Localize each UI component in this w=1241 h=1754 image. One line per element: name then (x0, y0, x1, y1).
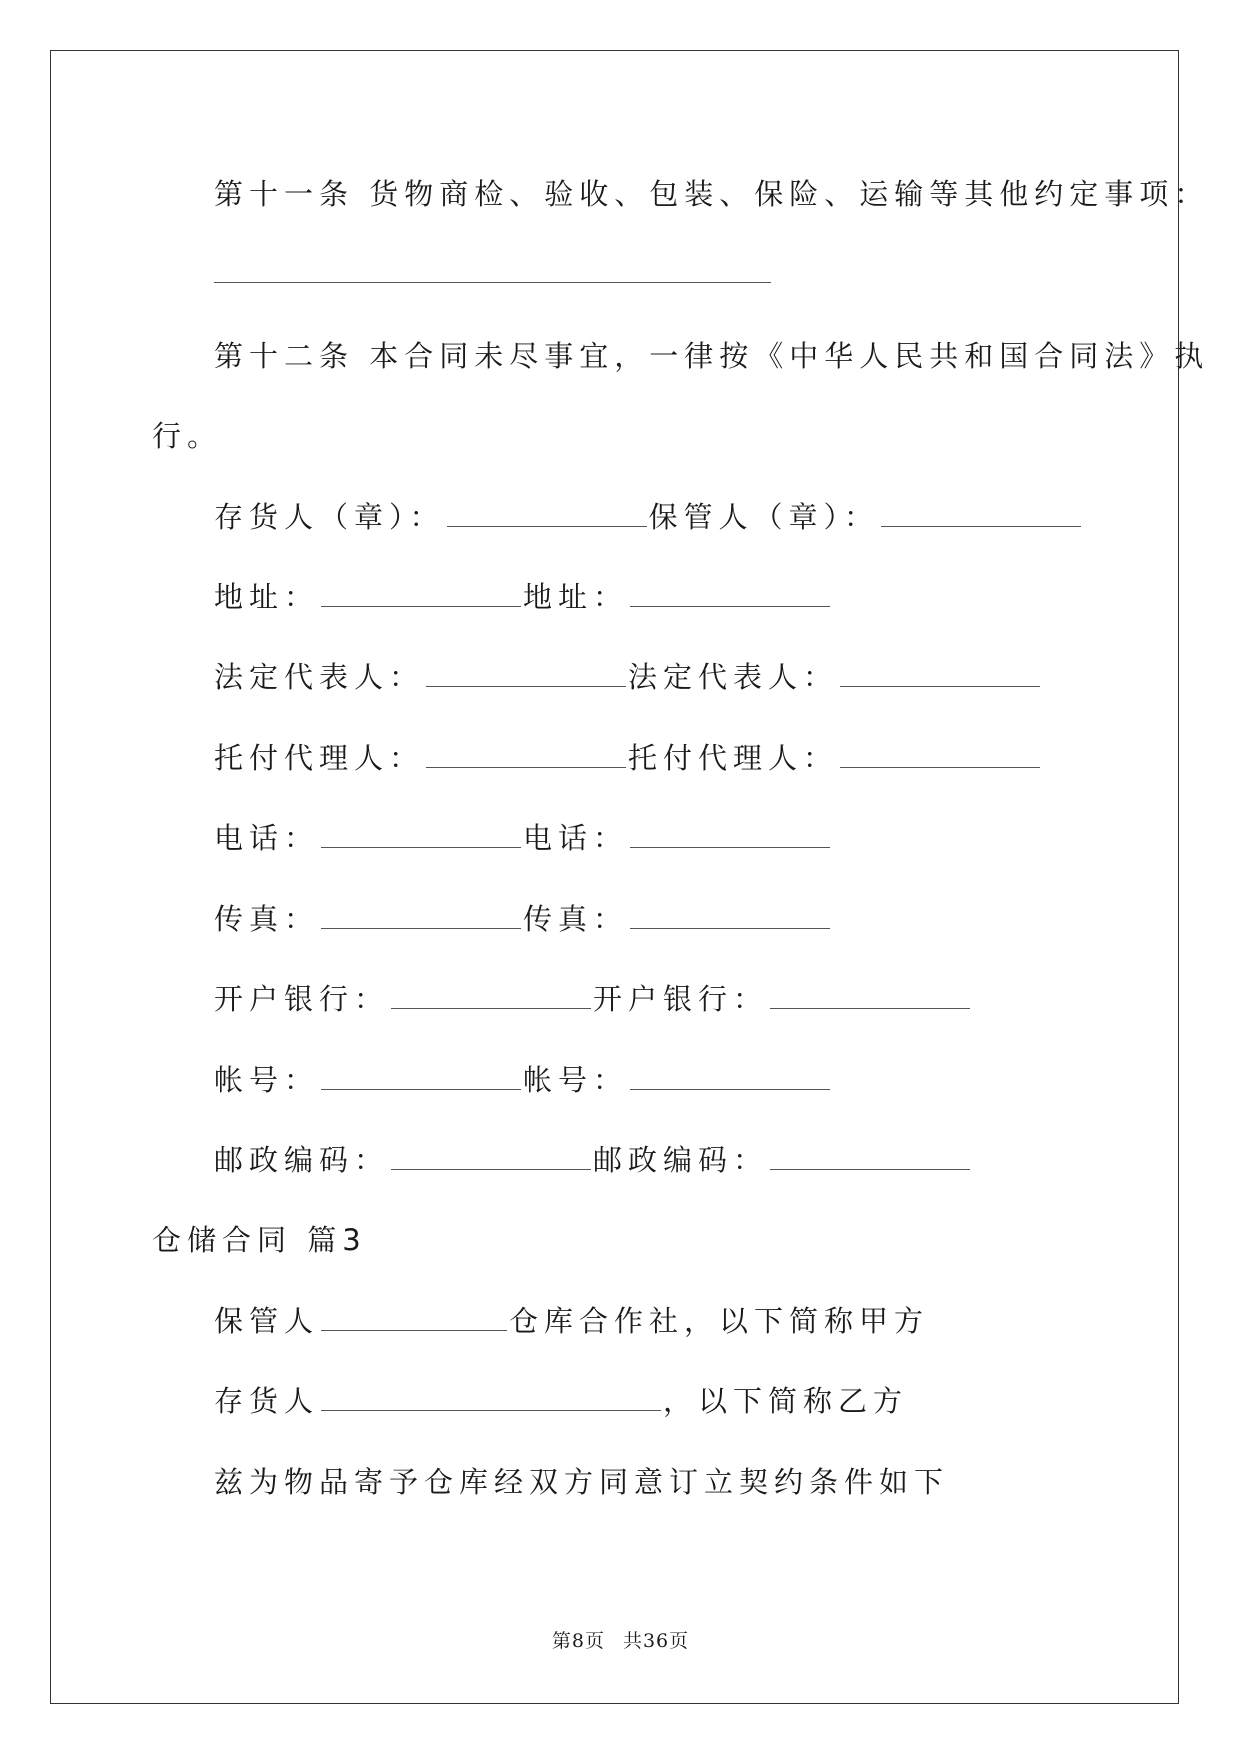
fill-blank (391, 986, 591, 1009)
section-title: 仓储合同 篇3 (152, 1223, 367, 1257)
sign-row-phone (214, 818, 832, 858)
sign-row-legal-representative (214, 657, 1042, 697)
sign-row-bank (214, 979, 972, 1019)
fill-blank (630, 825, 830, 848)
total-pages: 共36页 (622, 1630, 690, 1652)
article-12-line-2: 行。 (152, 419, 223, 453)
sign-row-right-label: 传真： (523, 902, 629, 936)
party-a-text: 仓库合作社，以下简称甲方 (509, 1304, 930, 1338)
fill-blank (321, 1308, 507, 1331)
fill-blank (630, 1067, 830, 1090)
party-a-line (214, 1301, 929, 1341)
fill-blank (321, 1067, 521, 1090)
party-a-label: 保管人 (214, 1304, 320, 1338)
fill-blank (321, 825, 521, 848)
fill-blank (426, 745, 626, 768)
fill-blank (447, 504, 647, 527)
page-border (50, 50, 1179, 1704)
sign-row-postcode (214, 1140, 972, 1180)
fill-blank (770, 986, 970, 1009)
fill-blank (321, 906, 521, 929)
sign-row-account (214, 1060, 832, 1100)
sign-row-right-label: 开户银行： (593, 982, 769, 1016)
sign-row-right-label: 地址： (523, 580, 629, 614)
article-12-line-1: 第十二条 本合同未尽事宜，一律按《中华人民共和国合同法》执 (214, 339, 1210, 373)
sign-row-depositor-seal (214, 497, 1083, 537)
intro-line: 兹为物品寄予仓库经双方同意订立契约条件如下 (214, 1465, 950, 1499)
article-11: 第十一条 货物商检、验收、包装、保险、运输等其他约定事项： (214, 177, 1210, 211)
sign-row-left-label: 地址： (214, 580, 320, 614)
sign-row-right-label: 托付代理人： (628, 741, 839, 775)
fill-blank (426, 664, 626, 687)
party-b-text: ，以下简称乙方 (663, 1384, 909, 1418)
fill-blank (391, 1147, 591, 1170)
sign-row-right-label: 法定代表人： (628, 660, 839, 694)
page-footer (0, 1626, 1241, 1653)
fill-blank (881, 504, 1081, 527)
party-b-label: 存货人 (214, 1384, 320, 1418)
fill-blank (840, 664, 1040, 687)
fill-blank (321, 584, 521, 607)
sign-row-right-label: 邮政编码： (593, 1143, 769, 1177)
sign-row-right-label: 电话： (523, 821, 629, 855)
page-number: 第8页 (551, 1630, 605, 1652)
party-b-line (214, 1381, 908, 1421)
sign-row-left-label: 帐号： (214, 1063, 320, 1097)
sign-row-left-label: 法定代表人： (214, 660, 425, 694)
fill-blank (770, 1147, 970, 1170)
sign-row-left-label: 传真： (214, 902, 320, 936)
fill-blank (630, 584, 830, 607)
sign-row-agent (214, 738, 1042, 778)
article-11-blank-line (214, 282, 771, 283)
sign-row-fax (214, 899, 832, 939)
sign-row-left-label: 开户银行： (214, 982, 390, 1016)
sign-row-right-label: 帐号： (523, 1063, 629, 1097)
fill-blank (840, 745, 1040, 768)
fill-blank (630, 906, 830, 929)
sign-row-left-label: 存货人（章）： (214, 500, 445, 534)
sign-row-left-label: 托付代理人： (214, 741, 425, 775)
sign-row-left-label: 邮政编码： (214, 1143, 390, 1177)
sign-row-left-label: 电话： (214, 821, 320, 855)
sign-row-address (214, 577, 832, 617)
fill-blank (321, 1388, 661, 1411)
sign-row-right-label: 保管人（章）： (648, 500, 880, 534)
